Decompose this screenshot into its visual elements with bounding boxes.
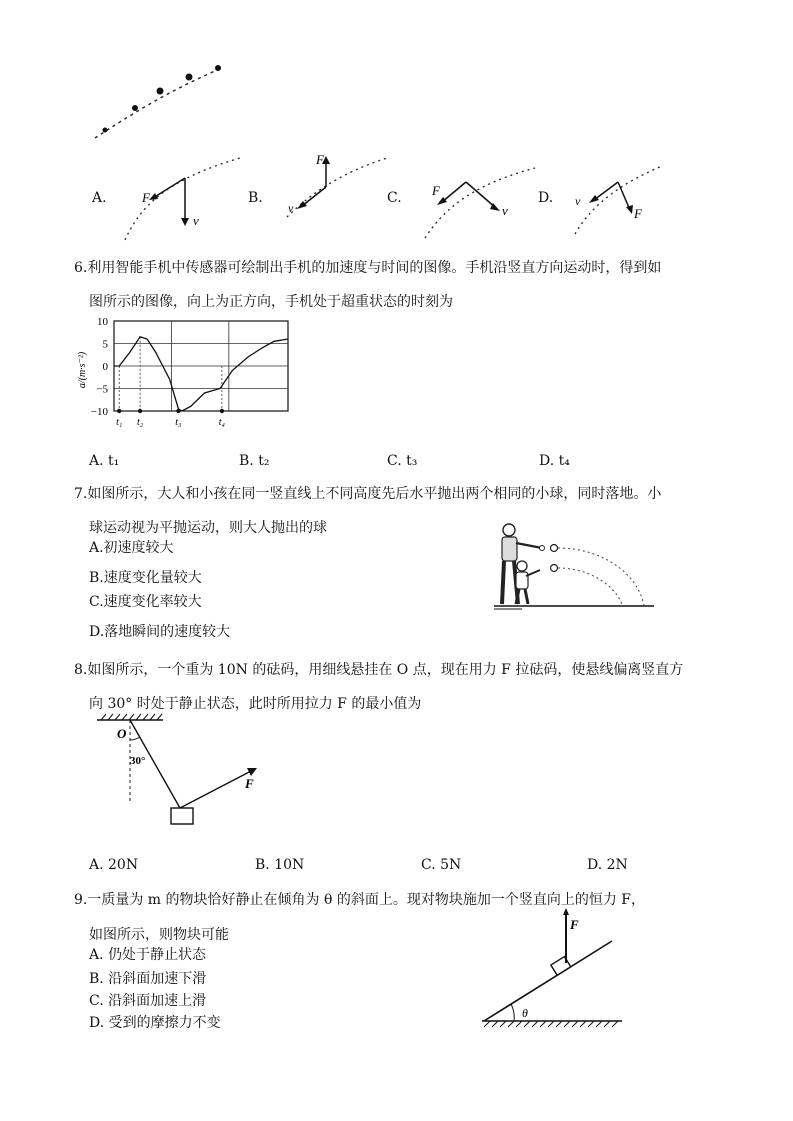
q5-option-d-diagram bbox=[570, 160, 670, 240]
q5-trajectory-figure bbox=[90, 60, 230, 145]
q5-d-f-label: F bbox=[634, 206, 642, 221]
q5-option-d-label: D. bbox=[538, 190, 554, 206]
q6-xtick-label: t₄ bbox=[218, 417, 226, 428]
q8-f-label: F bbox=[245, 776, 254, 791]
q5-c-f-label: F bbox=[432, 183, 440, 198]
q6-option-d[interactable]: D. t₄ bbox=[539, 453, 570, 469]
q7-option-a[interactable]: A.初速度较大 bbox=[89, 540, 174, 556]
q8-stem-line2: 向 30° 时处于静止状态，此时所用拉力 F 的最小值为 bbox=[89, 696, 422, 712]
q8-o-label: O bbox=[117, 726, 127, 741]
q8-option-c[interactable]: C. 5N bbox=[421, 857, 462, 873]
q8-option-a[interactable]: A. 20N bbox=[89, 857, 139, 873]
q8-angle-label: 30° bbox=[130, 755, 146, 767]
q7-stem-line2: 球运动视为平抛运动，则大人抛出的球 bbox=[89, 520, 327, 536]
q6-ytick-label: 10 bbox=[97, 316, 108, 328]
q6-marker-dot bbox=[220, 409, 224, 413]
q6-ytick-label: −5 bbox=[96, 383, 108, 396]
q9-stem-line2: 如图所示，则物块可能 bbox=[89, 927, 229, 943]
q5-option-b-label: B. bbox=[248, 190, 263, 206]
q5-option-a-label: A. bbox=[92, 190, 107, 206]
q6-stem-line2: 图所示的图像，向上为正方向，手机处于超重状态的时刻为 bbox=[89, 294, 453, 310]
q9-incline-figure bbox=[478, 905, 628, 1035]
q5-d-v-label: v bbox=[575, 194, 581, 208]
q6-ytick-label: 0 bbox=[102, 361, 108, 373]
q9-f-label: F bbox=[570, 917, 579, 932]
q5-a-f-label: F bbox=[142, 190, 150, 205]
q5-b-f-label: F bbox=[316, 152, 324, 167]
q6-xtick-label: t₁ bbox=[116, 417, 123, 428]
q5-option-c-diagram bbox=[420, 162, 540, 242]
q6-marker-dot bbox=[138, 409, 142, 413]
q6-xtick-label: t₂ bbox=[136, 417, 144, 428]
q5-a-v-label: v bbox=[193, 213, 199, 228]
q9-option-a[interactable]: A. 仍处于静止状态 bbox=[89, 947, 207, 963]
q7-stem-line1: 7.如图所示，大人和小孩在同一竖直线上不同高度先后水平抛出两个相同的小球，同时落地。小 bbox=[74, 486, 662, 502]
q6-ytick-label: 5 bbox=[102, 338, 108, 351]
q8-pendulum-figure bbox=[95, 712, 275, 832]
q6-option-c[interactable]: C. t₃ bbox=[387, 453, 418, 469]
q9-theta-label: θ bbox=[522, 1006, 528, 1020]
q5-option-c-label: C. bbox=[387, 190, 402, 206]
q6-acceleration-chart bbox=[70, 312, 300, 437]
q7-option-c[interactable]: C.速度变化率较大 bbox=[89, 594, 202, 610]
q5-option-a-diagram bbox=[120, 152, 250, 244]
child-figure bbox=[516, 561, 540, 604]
q5-c-v-label: v bbox=[502, 203, 508, 218]
q6-stem-line1: 6.利用智能手机中传感器可绘制出手机的加速度与时间的图像。手机沿竖直方向运动时，得到如 bbox=[74, 260, 662, 276]
q6-option-a[interactable]: A. t₁ bbox=[89, 453, 120, 469]
q6-option-b[interactable]: B. t₂ bbox=[239, 453, 270, 469]
q6-marker-dot bbox=[117, 409, 121, 413]
q9-option-c[interactable]: C. 沿斜面加速上滑 bbox=[89, 993, 207, 1009]
q6-y-axis-label: a/(m·s⁻²) bbox=[77, 351, 88, 389]
q7-option-d[interactable]: D.落地瞬间的速度较大 bbox=[89, 624, 231, 640]
q8-option-d[interactable]: D. 2N bbox=[587, 857, 628, 873]
q8-stem-line1: 8.如图所示，一个重为 10N 的砝码，用细线悬挂在 O 点，现在用力 F 拉砝码，使悬线偏离竖直方 bbox=[74, 662, 684, 678]
q9-option-d[interactable]: D. 受到的摩擦力不变 bbox=[89, 1015, 221, 1031]
q7-option-b[interactable]: B.速度变化量较大 bbox=[89, 570, 202, 586]
q9-stem-line1: 9.一质量为 m 的物块恰好静止在倾角为 θ 的斜面上。现对物块施加一个竖直向上的恒力 F， bbox=[74, 892, 646, 908]
q9-option-b[interactable]: B. 沿斜面加速下滑 bbox=[89, 971, 207, 987]
q8-option-b[interactable]: B. 10N bbox=[255, 857, 305, 873]
q5-option-b-diagram bbox=[282, 152, 392, 222]
q6-ytick-label: −10 bbox=[90, 406, 108, 418]
q6-xtick-label: t₃ bbox=[175, 417, 182, 428]
q5-b-v-label: v bbox=[288, 201, 294, 215]
q7-throwing-figure bbox=[492, 518, 657, 613]
